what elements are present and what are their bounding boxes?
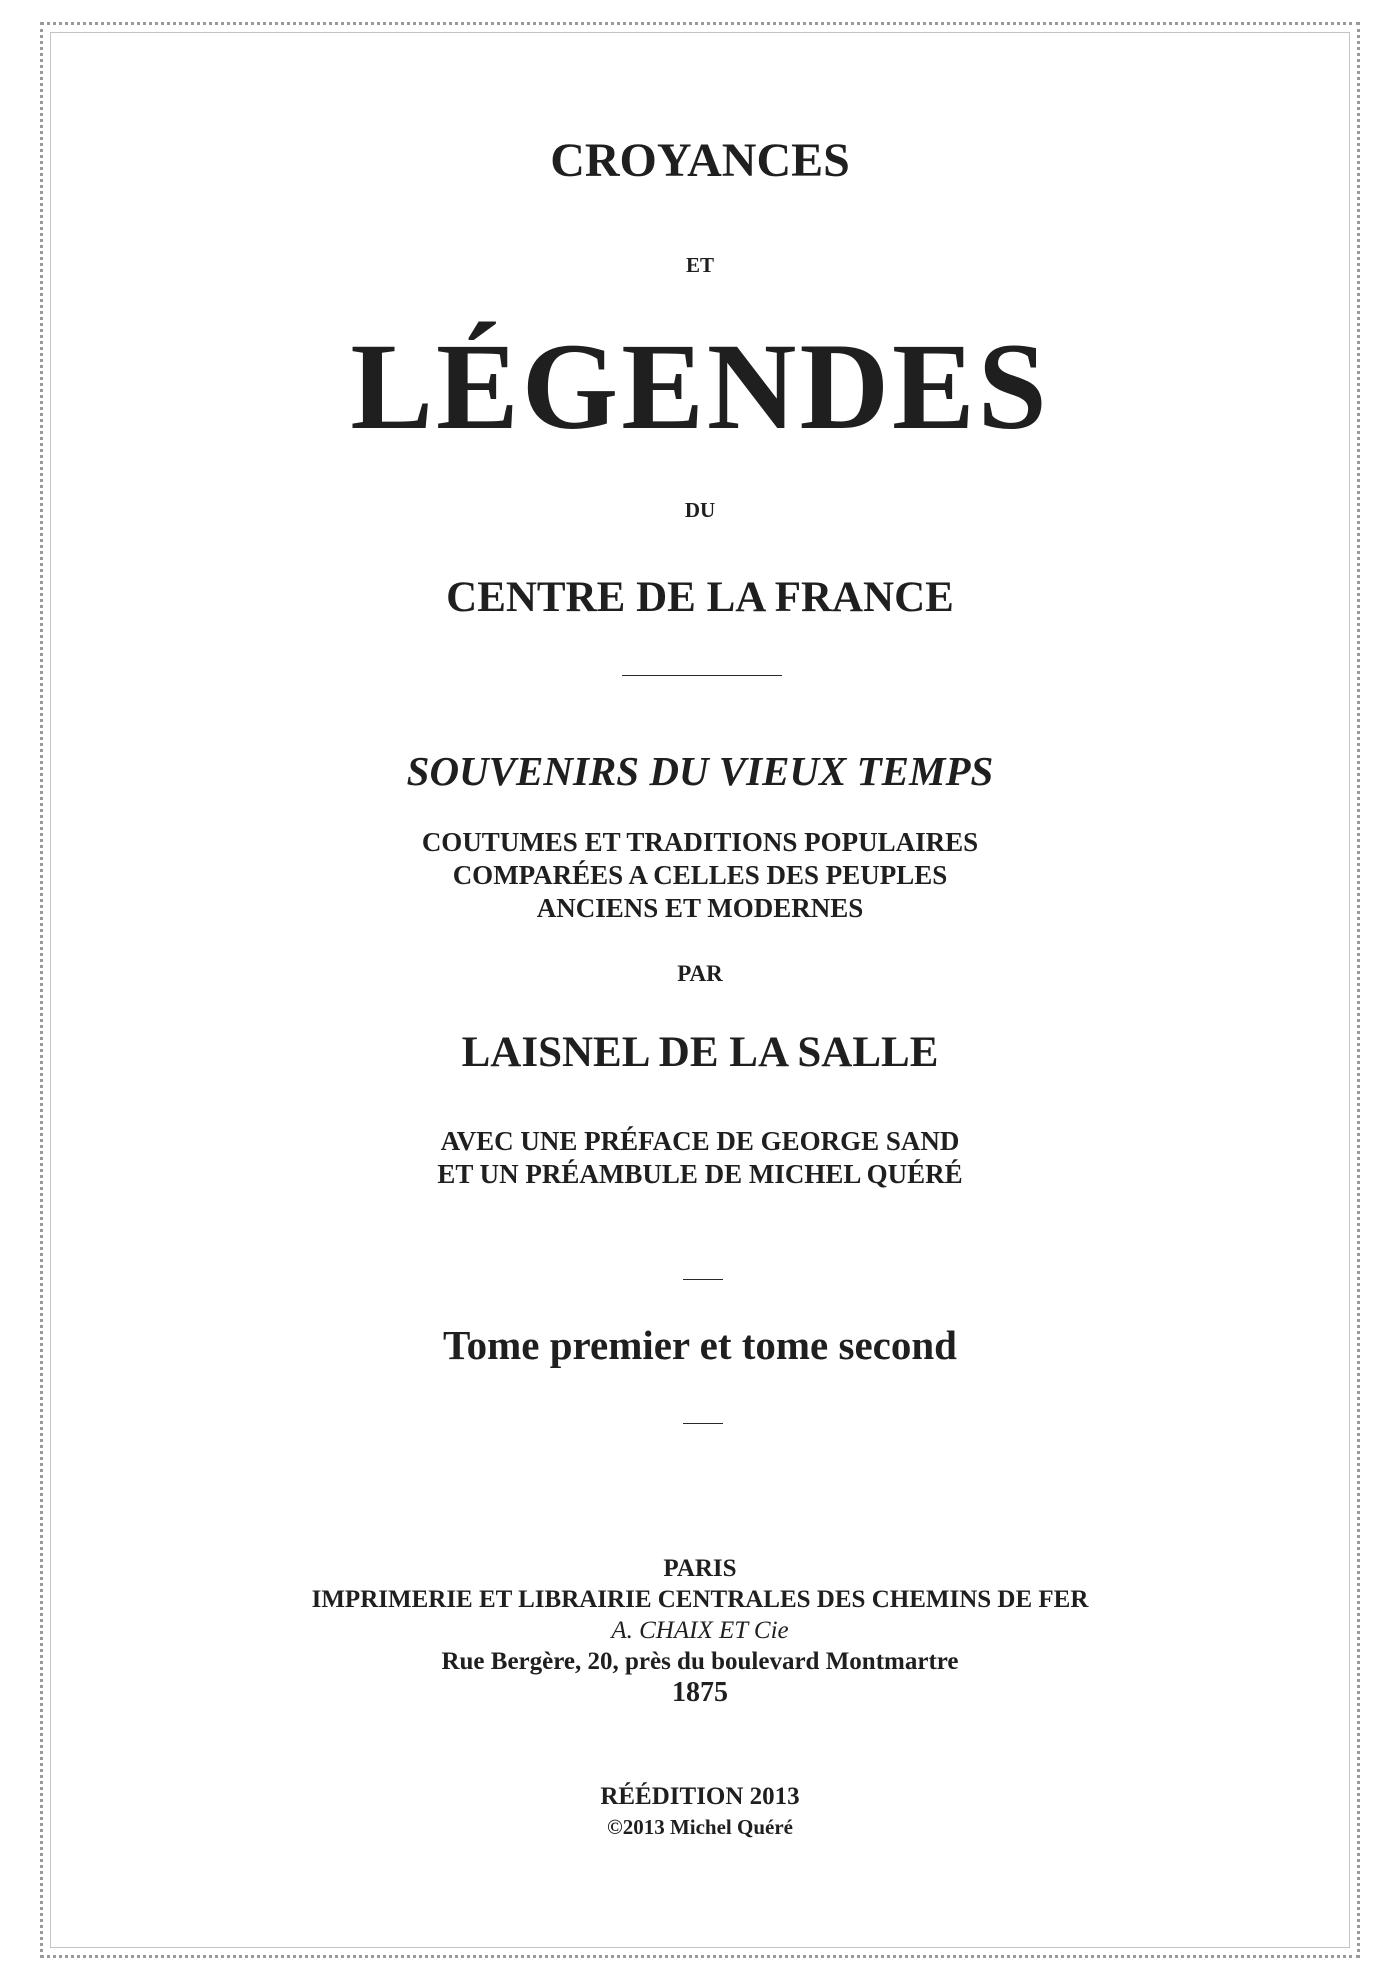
title-line-centre: CENTRE DE LA FRANCE bbox=[446, 574, 954, 621]
divider-rule bbox=[622, 675, 782, 676]
imprint-publisher: A. CHAIX ET Cie bbox=[611, 1617, 789, 1644]
subtitle: SOUVENIRS DU VIEUX TEMPS bbox=[406, 748, 994, 794]
description-line: COMPARÉES A CELLES DES PEUPLES bbox=[452, 860, 948, 890]
main-title: LÉGENDES bbox=[350, 318, 1050, 455]
preface-block bbox=[0, 1125, 1400, 1191]
copyright-line: ©2013 Michel Quéré bbox=[607, 1815, 793, 1839]
imprint-printer: IMPRIMERIE ET LIBRAIRIE CENTRALES DES CHEMINS DE FER bbox=[311, 1586, 1089, 1613]
imprint-city: PARIS bbox=[663, 1555, 737, 1582]
title-line-et: ET bbox=[685, 253, 714, 277]
short-rule bbox=[683, 1279, 723, 1280]
reedition-label: RÉÉDITION 2013 bbox=[600, 1783, 800, 1810]
imprint-block bbox=[0, 1553, 1400, 1708]
preface-line: AVEC UNE PRÉFACE DE GEORGE SAND bbox=[440, 1126, 960, 1156]
reedition-block bbox=[0, 1782, 1400, 1842]
volumes-line: Tome premier et tome second bbox=[443, 1322, 957, 1368]
short-rule bbox=[683, 1423, 723, 1424]
title-line-croyances: CROYANCES bbox=[550, 134, 850, 187]
description-block bbox=[0, 826, 1400, 925]
title-line-du: DU bbox=[684, 498, 716, 522]
preface-line: ET UN PRÉAMBULE DE MICHEL QUÉRÉ bbox=[437, 1159, 963, 1189]
description-line: ANCIENS ET MODERNES bbox=[536, 893, 864, 923]
imprint-year: 1875 bbox=[672, 1677, 728, 1708]
description-line: COUTUMES ET TRADITIONS POPULAIRES bbox=[421, 827, 979, 857]
imprint-address: Rue Bergère, 20, près du boulevard Montmartre bbox=[441, 1648, 959, 1675]
author-name: LAISNEL DE LA SALLE bbox=[461, 1029, 939, 1076]
by-line: PAR bbox=[677, 961, 723, 986]
